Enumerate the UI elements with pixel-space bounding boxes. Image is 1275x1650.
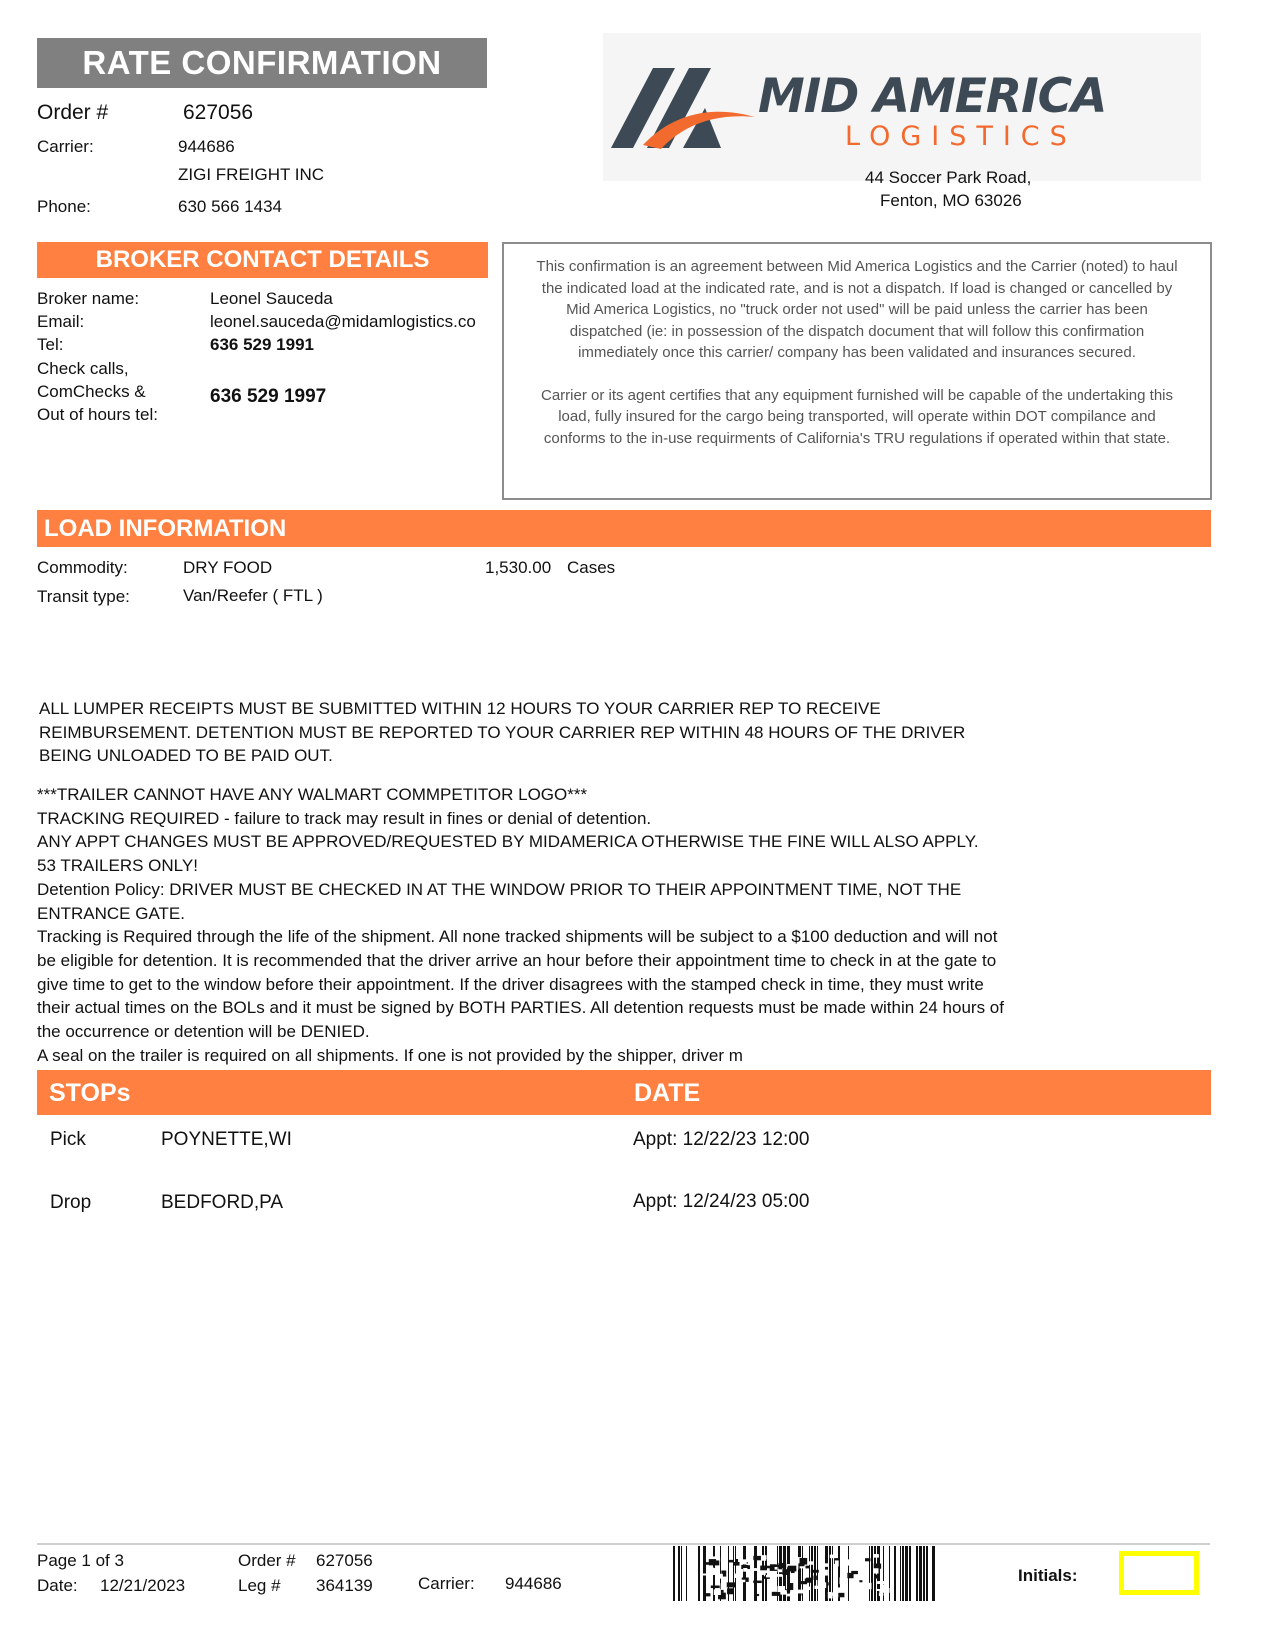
initials-label: Initials: [1018,1566,1078,1585]
company-logo [603,33,1201,181]
carrier-label: Carrier: [37,137,94,156]
instruction-line: the occurrence or detention will be DENIED. [37,1022,370,1042]
quantity-unit: Cases [567,558,616,577]
after-hours-tel: 636 529 1997 [210,386,327,407]
stop-location: BEDFORD,PA [161,1192,284,1213]
carrier-id: 944686 [178,137,235,156]
date-column-heading: DATE [634,1079,701,1107]
instruction-line: 53 TRAILERS ONLY! [37,856,198,876]
commodity-label: Commodity: [37,558,128,577]
instruction-line: be eligible for detention. It is recommended that the driver arrive an hour before their appointment time to check in at the gate to [37,950,997,970]
barcode-icon [673,1546,938,1601]
instruction-line: Detention Policy: DRIVER MUST BE CHECKED IN AT THE WINDOW PRIOR TO THEIR APPOINTMENT TIME, NOT THE [37,879,962,899]
footer-leg: 364139 [316,1576,373,1595]
lumper-notice-line: ALL LUMPER RECEIPTS MUST BE SUBMITTED WITHIN 12 HOURS TO YOUR CARRIER REP TO RECEIVE [39,699,881,718]
broker-tel-label: Tel: [37,335,64,354]
footer-date: 12/21/2023 [100,1576,186,1595]
transit-type-value: Van/Reefer ( FTL ) [183,586,323,605]
order-label: Order # [37,101,109,124]
after-hours-label-line1: Check calls, [37,359,129,378]
broker-name-label: Broker name: [37,289,140,308]
company-address-line1: 44 Soccer Park Road, [865,168,1032,187]
order-number: 627056 [183,101,254,124]
logo-company-subname: LOGISTICS [845,121,1077,152]
lumper-notice-line: BEING UNLOADED TO BE PAID OUT. [39,746,333,766]
instruction-line: give time to get to the window before their appointment. If the driver disagrees with the stamped check in time, they must write [37,974,984,994]
stops-column-heading: STOPs [49,1079,131,1107]
special-instructions [37,783,1004,1067]
instruction-line: TRACKING REQUIRED - failure to track may result in fines or denial of detention. [37,808,652,828]
after-hours-label-line2: ComChecks & [37,382,146,401]
stop-type: Drop [50,1192,92,1213]
stop-location: POYNETTE,WI [161,1129,292,1150]
commodity-value: DRY FOOD [183,558,273,577]
instruction-line: Tracking is Required through the life of the shipment. All none tracked shipments will be subject to a $100 deduction and will not [37,927,998,947]
footer-order-label: Order # [238,1551,296,1570]
page-number: Page 1 of 3 [37,1551,124,1570]
broker-contact-heading: BROKER CONTACT DETAILS [37,242,488,278]
instruction-line: A seal on the trailer is required on all shipments. If one is not provided by the shipper, driver m [37,1045,743,1065]
instruction-line: ***TRAILER CANNOT HAVE ANY WALMART COMMPETITOR LOGO*** [37,785,588,804]
footer-leg-label: Leg # [238,1576,281,1595]
lumper-notice-line: REIMBURSEMENT. DETENTION MUST BE REPORTED TO YOUR CARRIER REP WITHIN 48 HOURS OF THE DRIVER [39,722,966,742]
broker-email-label: Email: [37,312,85,331]
stop-appointment: Appt: 12/24/23 05:00 [633,1191,810,1212]
load-information-heading: LOAD INFORMATION [37,510,1211,547]
company-address-line2: Fenton, MO 63026 [880,191,1022,210]
stops-header [37,1070,1211,1115]
broker-tel: 636 529 1991 [210,335,314,354]
instruction-line: ENTRANCE GATE. [37,903,185,923]
document-title: RATE CONFIRMATION [37,38,487,88]
after-hours-label-line3: Out of hours tel: [37,405,158,424]
footer-divider [37,1543,1210,1545]
footer-carrier-label: Carrier: [418,1574,475,1593]
footer-order: 627056 [316,1551,373,1570]
instruction-line: ANY APPT CHANGES MUST BE APPROVED/REQUESTED BY MIDAMERICA OTHERWISE THE FINE WILL ALSO APPLY. [37,832,979,852]
lumper-notice [39,697,965,768]
stop-appointment: Appt: 12/22/23 12:00 [633,1129,810,1150]
stop-type: Pick [50,1129,86,1150]
agreement-notice [502,242,1212,500]
broker-name: Leonel Sauceda [210,289,333,308]
agreement-paragraph-2: Carrier or its agent certifies that any equipment furnished will be capable of the undertaking this load, fully insured for the cargo being transported, will operate within DOT compilance and conforms to the in-use requirments of California's TRU regulations if operated within that state. [540,386,1173,447]
carrier-phone: 630 566 1434 [178,197,282,216]
transit-type-label: Transit type: [37,587,130,606]
broker-email[interactable]: leonel.sauceda@midamlogistics.co [210,312,476,331]
initials-box[interactable] [1119,1551,1199,1595]
footer-carrier: 944686 [505,1574,562,1593]
phone-label: Phone: [37,197,91,216]
carrier-name: ZIGI FREIGHT INC [178,165,325,184]
logo-company-name: MID AMERICA [758,69,1107,124]
footer-date-label: Date: [37,1576,78,1595]
quantity-value: 1,530.00 [485,558,552,577]
instruction-line: their actual times on the BOLs and it must be signed by BOTH PARTIES. All detention requests must be made within 24 hours of [37,998,1004,1018]
agreement-paragraph-1: This confirmation is an agreement between Mid America Logistics and the Carrier (noted) to haul the indicated load at the indicated rate, and is not a dispatch. If load is changed or cancelled by Mid America Logistics, no "truck order not used" will be paid unless the carrier has been dispatched (ie: in possession of the dispatch document that will follow this confirmation immediately once this carrier/ company has been validated and insurances secured. [536,258,1178,361]
